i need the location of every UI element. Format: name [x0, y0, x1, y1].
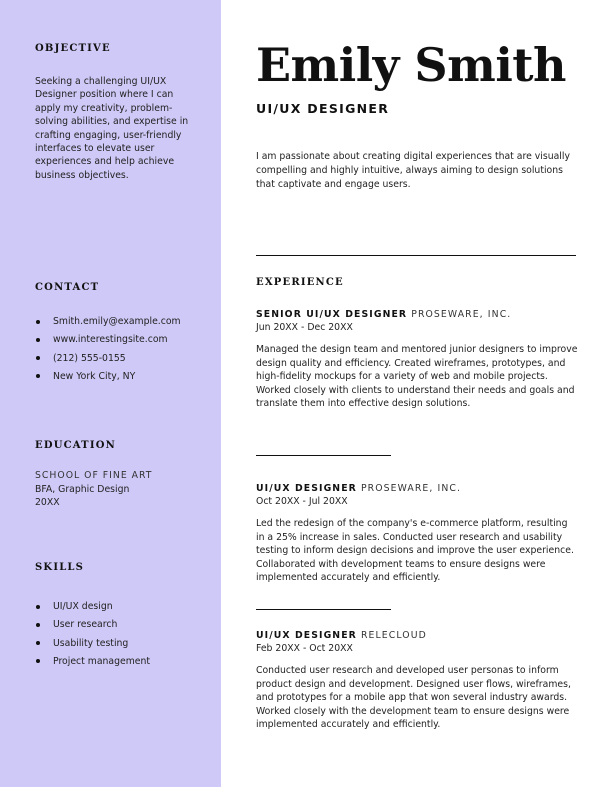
job-dates: Oct 20XX - Jul 20XX [256, 496, 348, 507]
experience-heading: EXPERIENCE [256, 277, 344, 288]
bullet-icon [36, 605, 40, 609]
job-dates: Jun 20XX - Dec 20XX [256, 322, 353, 333]
contact-email[interactable]: Smith.emily@example.com [35, 315, 181, 333]
skill-item: Usability testing [35, 637, 150, 655]
education-school: SCHOOL OF FINE ART [35, 470, 153, 481]
job-description: Managed the design team and mentored junior designers to improve design quality and efficiency. Created wireframes, prototypes, and high-fidelity mockups for a variety of web and mobile projects. Worked closely with clients to understand their needs and goals and translate them into effective design solutions. [256, 344, 578, 410]
contact-location: New York City, NY [35, 370, 181, 388]
section-divider [256, 255, 576, 256]
bullet-icon [36, 374, 40, 378]
skill-item: Project management [35, 655, 150, 673]
intro-summary: I am passionate about creating digital experiences that are visually compelling and highly intuitive, always aiming to design solutions that captivate and engage users. [256, 151, 570, 190]
job-divider [256, 609, 391, 610]
education-degree: BFA, Graphic Design [35, 484, 130, 495]
candidate-role: UI/UX DESIGNER [256, 101, 390, 116]
bullet-icon [36, 641, 40, 645]
objective-text: Seeking a challenging UI/UX Designer position where I can apply my creativity, problem-solving abilities, and expertise in crafting engaging, user-friendly interfaces to elevate user experiences and help achieve business objectives. [35, 76, 189, 181]
bullet-icon [36, 659, 40, 663]
job-company: RELECLOUD [360, 630, 427, 641]
bullet-icon [36, 623, 40, 627]
job-title: SENIOR UI/UX DESIGNER [256, 309, 408, 320]
skills-heading: SKILLS [35, 562, 85, 573]
objective-heading: OBJECTIVE [35, 43, 111, 54]
contact-list [35, 315, 181, 388]
skills-list [35, 600, 150, 673]
job-company: PROSEWARE, INC. [411, 309, 512, 320]
job-title: UI/UX DESIGNER [256, 483, 357, 494]
contact-website[interactable]: www.interestingsite.com [35, 333, 181, 351]
sidebar [0, 0, 221, 787]
job-divider [256, 455, 391, 456]
candidate-name: Emily Smith [256, 38, 566, 92]
job-title-line [256, 630, 427, 641]
job-title: UI/UX DESIGNER [256, 630, 357, 641]
contact-heading: CONTACT [35, 282, 100, 293]
job-description: Led the redesign of the company's e-commerce platform, resulting in a 25% increase in sales. Conducted user research and usability testing to inform design decisions and improve the user experience. Collaborated with development teams to ensure designs were implemented accurately and efficiently. [256, 518, 574, 584]
job-title-line [256, 309, 511, 320]
skill-item: UI/UX design [35, 600, 150, 618]
bullet-icon [36, 356, 40, 360]
job-dates: Feb 20XX - Oct 20XX [256, 643, 353, 654]
job-title-line [256, 483, 461, 494]
job-description: Conducted user research and developed user personas to inform product design and development. Designed user flows, wireframes, and prototypes for a mobile app that won several industry awards. Worked closely with the development team to ensure designs were implemented accurately and efficiently. [256, 665, 571, 731]
job-company: PROSEWARE, INC. [360, 483, 462, 494]
bullet-icon [36, 320, 40, 324]
bullet-icon [36, 338, 40, 342]
education-year: 20XX [35, 497, 60, 508]
education-heading: EDUCATION [35, 440, 116, 451]
contact-phone: (212) 555-0155 [35, 352, 181, 370]
skill-item: User research [35, 618, 150, 636]
